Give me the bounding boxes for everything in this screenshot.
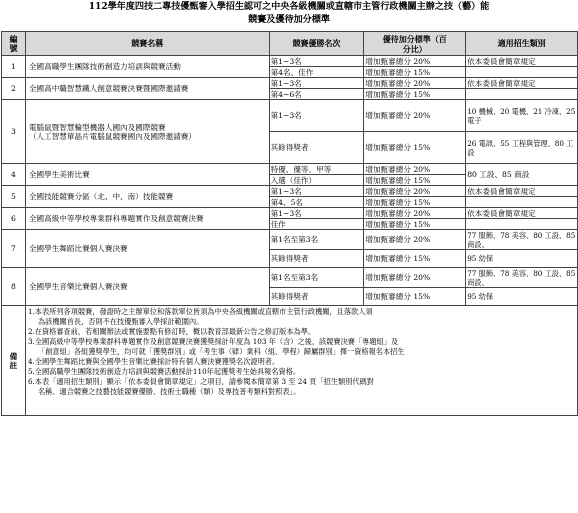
- header-bonus: 優待加分標準（百分比）: [364, 32, 466, 56]
- rank-cell: 第1~3名: [269, 56, 364, 67]
- table-row: [2, 100, 578, 132]
- competition-name: 全國高級中等學校專業群科專題實作及創意競賽決賽: [25, 208, 269, 230]
- row-number: 6: [2, 208, 26, 230]
- category-cell: 95 幼保: [466, 288, 578, 306]
- note-line: 6.本表「適用招生類別」顯示「依本委員會簡章規定」之項目，請參閱本簡章第 3 至 24 頁「招生類別代碼對: [27, 377, 374, 386]
- note-line: 1.本表所列各項競賽，發證時之主辦單位和落款單位皆須為中央各級機關或直轄市主管行政機關，且落款人須: [27, 307, 373, 316]
- category-cell: [466, 67, 578, 78]
- category-cell: 10 機械、20 電機、21 冷凍、25 電子: [466, 100, 578, 132]
- category-cell: 依本委員會簡章規定: [466, 186, 578, 197]
- competition-name: [25, 100, 269, 164]
- category-cell: 依本委員會簡章規定: [466, 78, 578, 89]
- table-row: [2, 164, 578, 175]
- header-rank: 競賽優勝名次: [269, 32, 364, 56]
- competition-name: 全國學生舞蹈比賽個人賽決賽: [25, 230, 269, 268]
- bonus-cell: 增加甄審總分 15%: [364, 132, 466, 164]
- bonus-cell: 增加甄審總分 15%: [364, 89, 466, 100]
- category-cell: [466, 197, 578, 208]
- table-row: [2, 230, 578, 250]
- competition-name: 全國學生音樂比賽個人賽決賽: [25, 268, 269, 306]
- rank-cell: 第1~3名: [269, 208, 364, 219]
- category-cell: 77 服飾、78 美容、80 工設、85 商設、: [466, 230, 578, 250]
- header-category: 適用招生類別: [466, 32, 578, 56]
- competition-table: [1, 31, 578, 416]
- rank-cell: 第1名至第3名: [269, 230, 364, 250]
- bonus-cell: 增加甄審總分 20%: [364, 78, 466, 89]
- row-number: 7: [2, 230, 26, 268]
- category-cell: 95 幼保: [466, 250, 578, 268]
- note-line: 為該機關首長，否則不在技優甄審入學採計範圍內。: [37, 317, 204, 326]
- header-name: 競賽名稱: [25, 32, 269, 56]
- table-row: [2, 268, 578, 288]
- note-line: 「創意組」各組獲獎學生，均可就「獲獎群別」或「考生事（肄）業科（組、學程）歸屬群別」擇一資格報名本招生: [37, 347, 405, 356]
- bonus-cell: 增加甄審總分 15%: [364, 67, 466, 78]
- rank-cell: 第4、5名: [269, 197, 364, 208]
- row-number: 5: [2, 186, 26, 208]
- rank-cell: 第4~6名: [269, 89, 364, 100]
- bonus-cell: 增加甄審總分 20%: [364, 56, 466, 67]
- note-line: 4.全國學生舞蹈比賽與全國學生音樂比賽採計特有個人賽決賽獲獎名次證明者。: [27, 357, 280, 366]
- row-number: 1: [2, 56, 26, 78]
- title-line-1: 112學年度四技二專技優甄審入學招生認可之中央各級機關或直轄市主管行政機關主辦之技（藝）能: [88, 1, 490, 12]
- competition-name-line-1: 電腦鼠暨智慧輪型機器人國內及國際競賽: [28, 122, 166, 132]
- rank-cell: 第1~3名: [269, 100, 364, 132]
- bonus-cell: 增加甄審總分 15%: [364, 288, 466, 306]
- bonus-cell: 增加甄審總分 15%: [364, 250, 466, 268]
- rank-cell: 其餘得獎者: [269, 288, 364, 306]
- category-cell: 26 電訊、55 工程與管理、80 工設: [466, 132, 578, 164]
- rank-cell: 第1~3名: [269, 78, 364, 89]
- note-line: 3.全國高級中等學校專業群科專題實作及創意競賽決賽獲獎採計年度為 103 年（含）之後，該競賽決賽「專題組」及: [27, 337, 399, 346]
- category-cell: 依本委員會簡章規定: [466, 208, 578, 219]
- table-row: [2, 208, 578, 219]
- bonus-cell: 增加甄審總分 20%: [364, 100, 466, 132]
- bonus-cell: 增加甄審總分 15%: [364, 197, 466, 208]
- bonus-cell: 增加甄審總分 15%: [364, 175, 466, 186]
- bonus-cell: 增加甄審總分 20%: [364, 186, 466, 197]
- note-line: 5.全國高職學生團隊技術創造力培訓與競賽活動採計110年起獲獎考生始具報名資格。: [27, 367, 301, 376]
- competition-name: 全國技能競賽分區（北、中、南）技能競賽: [25, 186, 269, 208]
- category-cell: [466, 89, 578, 100]
- notes-row: [2, 306, 578, 416]
- rank-cell: 第1~3名: [269, 186, 364, 197]
- table-row: [2, 56, 578, 67]
- rank-cell: 第1名至第3名: [269, 268, 364, 288]
- rank-cell: 佳作: [269, 219, 364, 230]
- rank-cell: 入選（佳作）: [269, 175, 364, 186]
- note-line: 2.在資格審查前，若相關辦法或實施要點有修訂時，概以教育部最新公告之修訂版本為準。: [27, 327, 316, 336]
- notes-label: 備註: [2, 306, 26, 416]
- competition-name: 全國高職學生團隊技術創造力培訓與競賽活動: [25, 56, 269, 78]
- table-row: [2, 78, 578, 89]
- bonus-cell: 增加甄審總分 15%: [364, 219, 466, 230]
- header-no: 編號: [2, 32, 26, 56]
- category-cell: 80 工設、85 商設: [466, 164, 578, 186]
- row-number: 3: [2, 100, 26, 164]
- bonus-cell: 增加甄審總分 20%: [364, 230, 466, 250]
- rank-cell: 其餘得獎者: [269, 250, 364, 268]
- document-title: [0, 0, 578, 26]
- bonus-cell: 增加甄審總分 20%: [364, 208, 466, 219]
- category-cell: 依本委員會簡章規定: [466, 56, 578, 67]
- row-number: 8: [2, 268, 26, 306]
- table-row: [2, 186, 578, 197]
- competition-name-line-2: （人工智慧單晶片電腦鼠競賽國內及國際邀請賽）: [28, 131, 196, 141]
- category-cell: [466, 219, 578, 230]
- notes-content: [25, 306, 577, 416]
- category-cell: 77 服飾、78 美容、80 工設、85 商設、: [466, 268, 578, 288]
- competition-name: 全國高中職智慧鐵人創意競賽決賽暨國際邀請賽: [25, 78, 269, 100]
- competition-name: 全國學生美術比賽: [25, 164, 269, 186]
- rank-cell: 特優、優等、甲等: [269, 164, 364, 175]
- title-line-2: 競賽及優待加分標準: [248, 14, 330, 25]
- bonus-cell: 增加甄審總分 20%: [364, 268, 466, 288]
- rank-cell: 其餘得獎者: [269, 132, 364, 164]
- row-number: 4: [2, 164, 26, 186]
- note-line: 名稱、適合競賽之技藝技能競賽優勝、技術士職種（類）及專技普考類科對照表」。: [37, 387, 301, 396]
- rank-cell: 第4名、佳作: [269, 67, 364, 78]
- row-number: 2: [2, 78, 26, 100]
- bonus-cell: 增加甄審總分 20%: [364, 164, 466, 175]
